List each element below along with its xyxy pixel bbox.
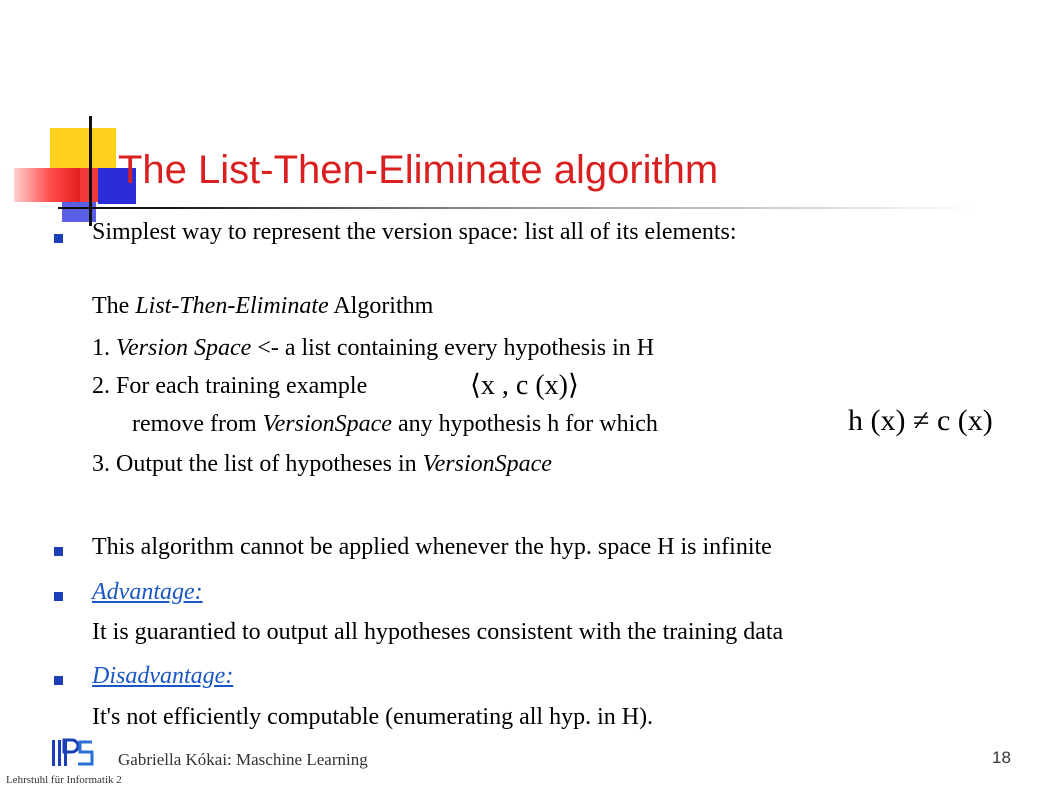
algorithm-heading: The List-Then-Eliminate Algorithm xyxy=(92,293,434,319)
footer-author: Gabriella Kókai: Maschine Learning xyxy=(118,750,368,769)
bullet-square xyxy=(54,676,63,685)
title-underline xyxy=(58,207,978,209)
advantage-link[interactable]: Advantage: xyxy=(92,579,203,605)
algorithm-step-3: 3. Output the list of hypotheses in VersionSpace xyxy=(92,451,552,477)
disadvantage-text: It's not efficiently computable (enumerating all hyp. in H). xyxy=(92,704,654,730)
university-logo xyxy=(52,738,96,768)
footer-chair: Lehrstuhl für Informatik 2 xyxy=(6,774,122,786)
decorative-corner-graphic xyxy=(0,0,140,240)
advantage-text: It is guarantied to output all hypotheses consistent with the training data xyxy=(92,619,784,645)
bullet-text-infinite-space: This algorithm cannot be applied whenever the hyp. space H is infinite xyxy=(92,534,772,560)
vertical-rule xyxy=(89,116,92,226)
page-number: 18 xyxy=(992,748,1011,767)
algorithm-step-2: 2. For each training example xyxy=(92,373,368,399)
red-gradient-bar xyxy=(14,168,80,202)
bullet-text-version-space: Simplest way to represent the version space: list all of its elements: xyxy=(92,219,737,245)
algorithm-step-2-remove: remove from VersionSpace any hypothesis h for which xyxy=(132,411,658,437)
inconsistency-formula: h (x) ≠ c (x) xyxy=(848,404,993,437)
bullet-square xyxy=(54,592,63,601)
algorithm-step-1: 1. Version Space <- a list containing every hypothesis in H xyxy=(92,335,655,361)
slide-title: The List-Then-Eliminate algorithm xyxy=(118,148,719,192)
bullet-square xyxy=(54,547,63,556)
training-example-formula: ⟨x , c (x)⟩ xyxy=(470,370,579,401)
disadvantage-link[interactable]: Disadvantage: xyxy=(92,663,234,689)
bullet-square xyxy=(54,234,63,243)
